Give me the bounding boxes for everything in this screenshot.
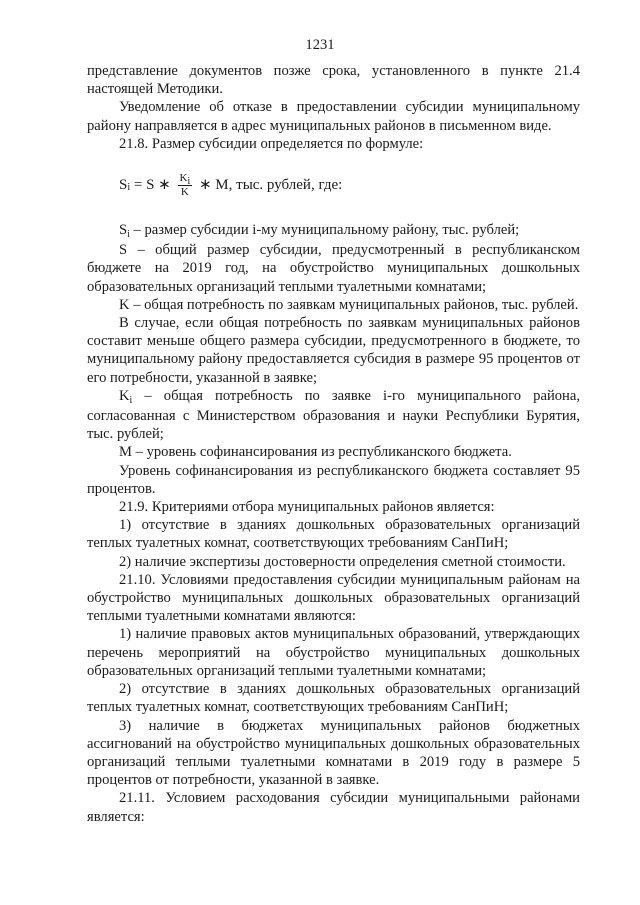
definition-s: S – общий размер субсидии, предусмотренный в республиканском бюджете на 2019 год, на обустройство муниципальных дошкольных образовательных организаций теплыми туалетными комнатами;: [87, 242, 580, 295]
document-body: [87, 62, 580, 826]
paragraph-21-9: 21.9. Критериями отбора муниципальных районов является:: [119, 499, 495, 516]
definition-si: $S_i$ – размер субсидии i-му муниципальному району, тыс. рублей;: [119, 222, 520, 241]
formula-rest: ∗ M, тыс. рублей, где:: [195, 176, 343, 193]
paragraph-21-10: 21.10. Условиями предоставления субсидии муниципальным районам на обустройство муниципальных дошкольных образовательных организаций теплыми туалетными комнатами являются:: [87, 571, 580, 625]
formula-equals: = S ∗: [130, 176, 175, 193]
paragraph-21-11: 21.11. Условием расходования субсидии муниципальными районами является:: [87, 790, 580, 825]
paragraph-refusal-notice: Уведомление об отказе в предоставлении субсидии муниципальному району направляется в адрес муниципальных районов в письменном виде.: [87, 99, 580, 134]
definition-k: K – общая потребность по заявкам муниципальных районов, тыс. рублей.: [119, 296, 579, 313]
subsidy-formula: [87, 163, 580, 207]
paragraph-continuation: представление документов позже срока, установленного в пункте 21.4 настоящей Методики.: [87, 63, 580, 98]
formula-fraction: [178, 172, 193, 198]
formula-lhs-sub: i: [127, 181, 131, 193]
definition-ki: $K_i$ – общая потребность по заявке i-го муниципального района, согласованная с Министерством образования и науки Республики Бурятия, тыс. рублей;: [87, 387, 580, 443]
formula-lhs: S: [119, 176, 128, 193]
criterion-1: 1) отсутствие в зданиях дошкольных образовательных организаций теплых туалетных комнат, соответствующих требованиям СанПиН;: [87, 517, 580, 552]
fraction-numerator: Ki: [179, 172, 191, 188]
condition-2: 2) отсутствие в зданиях дошкольных образовательных организаций теплых туалетных комнат, соответствующих требованиям СанПиН;: [87, 681, 580, 716]
definition-m: M – уровень софинансирования из республиканского бюджета.: [119, 444, 512, 461]
condition-1: 1) наличие правовых актов муниципальных образований, утверждающих перечень мероприятий на обустройство муниципальных дошкольных образовательных организаций теплыми туалетными комнатами;: [87, 626, 580, 679]
paragraph-case-less: В случае, если общая потребность по заявкам муниципальных районов составит меньше общего размера субсидии, предусмотренного в бюджете, то муниципальному району предоставляется субсидия в размере 95 процентов от его потребности, указанной в заявке;: [87, 315, 580, 386]
fraction-denominator: K: [180, 186, 189, 199]
page-number: 1231: [305, 37, 335, 53]
paragraph-21-8: 21.8. Размер субсидии определяется по формуле:: [119, 135, 424, 152]
criterion-2: 2) наличие экспертизы достоверности определения сметной стоимости.: [119, 553, 566, 570]
paragraph-cofinancing: Уровень софинансирования из республиканского бюджета составляет 95 процентов.: [87, 462, 580, 497]
condition-3: 3) наличие в бюджетах муниципальных районов бюджетных ассигнований на обустройство муниципальных дошкольных образовательных организаций теплыми туалетными комнатами в 2019 году в размере 5 процентов от потребности, указанной в заявке.: [87, 717, 580, 789]
